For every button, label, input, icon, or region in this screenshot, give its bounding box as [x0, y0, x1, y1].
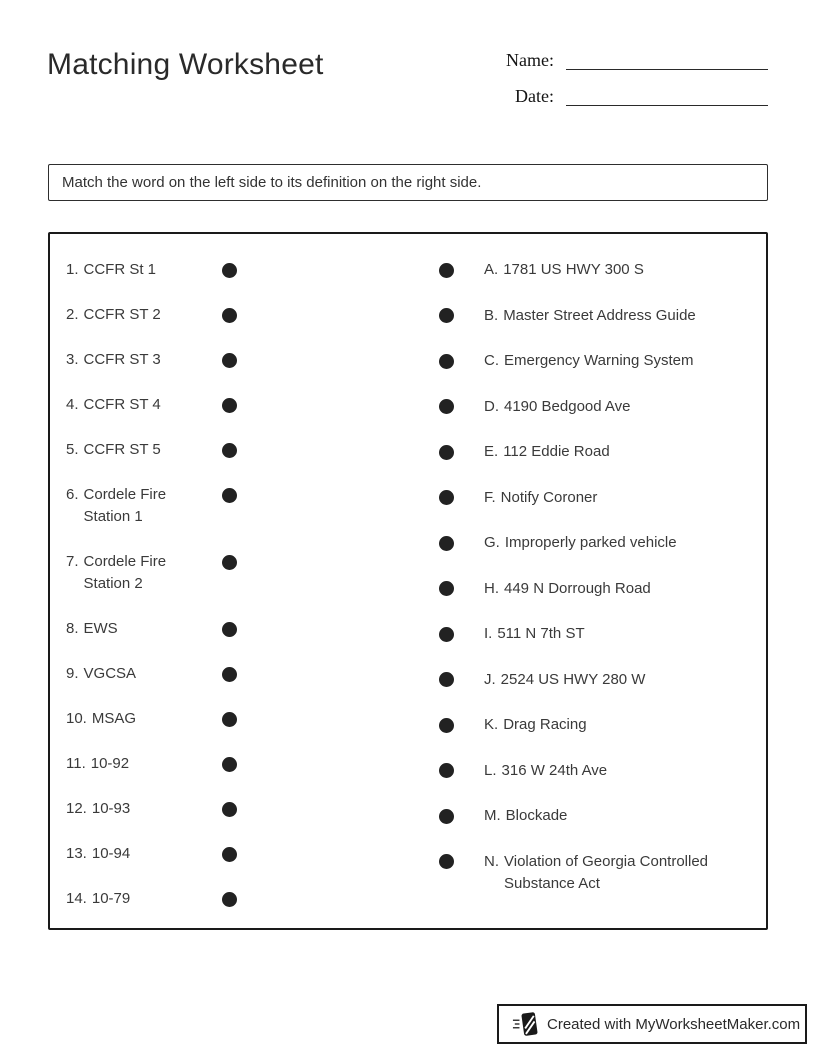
match-item-right — [439, 760, 734, 782]
right-item — [484, 305, 696, 327]
match-item-right — [439, 532, 734, 554]
item-label: EWS — [83, 620, 118, 637]
item-label: 1781 US HWY 300 S — [503, 261, 644, 278]
item-letter: F. — [484, 488, 496, 506]
name-blank-line — [566, 50, 768, 70]
left-item — [66, 663, 136, 685]
item-letter: B. — [484, 306, 499, 324]
match-item-right — [439, 805, 734, 827]
match-item-right — [439, 259, 734, 281]
match-dot — [439, 809, 454, 824]
item-number: 5. — [66, 441, 79, 458]
item-letter: N. — [484, 852, 499, 870]
match-dot — [439, 399, 454, 414]
item-label: 449 N Dorrough Road — [504, 579, 651, 597]
item-label: 10-94 — [91, 845, 131, 862]
right-item — [484, 259, 644, 281]
item-label: CCFR ST 2 — [83, 306, 161, 323]
name-label: Name: — [506, 50, 554, 70]
right-item — [484, 669, 645, 691]
match-item-right — [439, 669, 734, 691]
right-item — [484, 350, 694, 372]
item-label: Blockade — [505, 807, 568, 824]
match-item-left — [66, 394, 237, 416]
right-item — [484, 532, 677, 554]
match-item-left — [66, 551, 237, 595]
item-number: 10. — [66, 710, 87, 727]
item-label: 10-79 — [91, 890, 131, 907]
right-item — [484, 805, 567, 827]
item-letter: K. — [484, 716, 499, 733]
match-dot — [439, 718, 454, 733]
left-item — [66, 618, 118, 640]
item-letter: E. — [484, 443, 499, 460]
item-label: Improperly parked vehicle — [504, 534, 677, 551]
item-label: Notify Coroner — [500, 488, 598, 506]
footer-credit-box — [497, 1004, 807, 1044]
item-label: 511 N 7th ST — [497, 625, 585, 642]
match-dot — [222, 757, 237, 772]
item-letter: M. — [484, 807, 501, 824]
match-item-left — [66, 618, 237, 640]
item-label: CCFR ST 3 — [83, 351, 161, 368]
right-column — [439, 259, 734, 895]
match-item-left — [66, 304, 237, 326]
right-item — [484, 623, 585, 645]
match-item-right — [439, 305, 734, 327]
match-item-left — [66, 259, 237, 281]
item-label: 4190 Bedgood Ave — [504, 397, 631, 415]
item-label: Violation of Georgia Controlled Substance Act — [504, 852, 709, 892]
worksheet-maker-logo-icon — [512, 1010, 540, 1038]
left-item — [66, 484, 184, 528]
match-item-right — [439, 623, 734, 645]
item-label: CCFR ST 5 — [83, 441, 161, 458]
item-number: 13. — [66, 845, 87, 862]
item-number: 14. — [66, 890, 87, 907]
left-item — [66, 753, 129, 775]
matching-box — [48, 232, 768, 930]
item-label: Drag Racing — [503, 716, 587, 733]
item-label: CCFR ST 4 — [83, 396, 161, 413]
match-item-right — [439, 441, 734, 463]
left-item — [66, 304, 161, 326]
match-dot — [222, 308, 237, 323]
item-label: CCFR St 1 — [83, 261, 157, 278]
item-label: 10-93 — [91, 800, 131, 817]
match-item-left — [66, 708, 237, 730]
item-number: 9. — [66, 665, 79, 682]
item-letter: L. — [484, 761, 497, 779]
right-item — [484, 760, 607, 782]
right-item — [484, 578, 651, 600]
item-label: 10-92 — [90, 755, 130, 772]
match-dot — [222, 443, 237, 458]
right-item — [484, 487, 597, 509]
match-item-right — [439, 578, 734, 600]
item-label: Master Street Address Guide — [503, 306, 696, 324]
match-dot — [439, 672, 454, 687]
name-row — [500, 50, 768, 70]
match-dot — [439, 263, 454, 278]
match-dot — [439, 536, 454, 551]
item-letter: D. — [484, 397, 499, 415]
item-number: 6. — [66, 486, 79, 503]
header — [47, 48, 768, 122]
match-dot — [439, 490, 454, 505]
item-label: Cordele Fire Station 1 — [83, 486, 167, 525]
item-letter: I. — [484, 625, 493, 642]
match-dot — [439, 627, 454, 642]
left-item — [66, 259, 156, 281]
match-item-left — [66, 888, 237, 910]
right-item — [484, 851, 734, 895]
item-number: 1. — [66, 261, 79, 278]
match-dot — [439, 308, 454, 323]
match-item-right — [439, 851, 734, 895]
match-dot — [439, 581, 454, 596]
item-label: 2524 US HWY 280 W — [500, 670, 646, 688]
left-item — [66, 888, 130, 910]
left-item — [66, 349, 161, 371]
match-item-right — [439, 487, 734, 509]
item-number: 8. — [66, 620, 79, 637]
match-item-left — [66, 663, 237, 685]
right-item — [484, 441, 610, 463]
item-number: 7. — [66, 553, 79, 570]
match-dot — [222, 712, 237, 727]
item-number: 2. — [66, 306, 79, 323]
match-item-right — [439, 714, 734, 736]
right-item — [484, 396, 631, 418]
item-number: 11. — [66, 755, 86, 772]
left-item — [66, 843, 130, 865]
match-dot — [222, 488, 237, 503]
match-item-right — [439, 350, 734, 372]
match-item-right — [439, 396, 734, 418]
left-item — [66, 708, 136, 730]
match-dot — [222, 555, 237, 570]
item-letter: C. — [484, 352, 499, 369]
item-label: Cordele Fire Station 2 — [83, 553, 167, 592]
match-dot — [222, 667, 237, 682]
item-label: 316 W 24th Ave — [501, 761, 608, 779]
left-item — [66, 798, 130, 820]
right-item — [484, 714, 587, 736]
match-dot — [439, 854, 454, 869]
match-item-left — [66, 843, 237, 865]
footer-credit-text: Created with MyWorksheetMaker.com — [547, 1015, 801, 1033]
match-item-left — [66, 439, 237, 461]
item-number: 12. — [66, 800, 87, 817]
item-label: MSAG — [91, 710, 137, 727]
item-letter: J. — [484, 670, 496, 688]
match-dot — [439, 763, 454, 778]
match-dot — [222, 398, 237, 413]
date-blank-line — [566, 86, 768, 106]
item-label: 112 Eddie Road — [503, 443, 610, 460]
left-column — [66, 259, 237, 910]
match-item-left — [66, 798, 237, 820]
left-item — [66, 439, 161, 461]
match-dot — [222, 353, 237, 368]
match-item-left — [66, 484, 237, 528]
match-dot — [439, 445, 454, 460]
item-letter: H. — [484, 579, 499, 597]
item-letter: A. — [484, 261, 499, 278]
match-dot — [222, 802, 237, 817]
match-dot — [222, 263, 237, 278]
name-date-block — [500, 50, 768, 122]
match-item-left — [66, 349, 237, 371]
match-dot — [222, 847, 237, 862]
match-item-left — [66, 753, 237, 775]
instructions-text: Match the word on the left side to its definition on the right side. — [62, 174, 482, 191]
item-number: 3. — [66, 351, 79, 368]
match-dot — [222, 892, 237, 907]
instructions-box — [48, 164, 768, 201]
item-label: Emergency Warning System — [504, 352, 694, 369]
date-row — [500, 86, 768, 106]
item-letter: G. — [484, 534, 500, 551]
match-dot — [222, 622, 237, 637]
item-label: VGCSA — [83, 665, 137, 682]
item-number: 4. — [66, 396, 79, 413]
date-label: Date: — [515, 86, 554, 106]
match-dot — [439, 354, 454, 369]
page-title: Matching Worksheet — [47, 48, 324, 81]
left-item — [66, 551, 184, 595]
left-item — [66, 394, 161, 416]
